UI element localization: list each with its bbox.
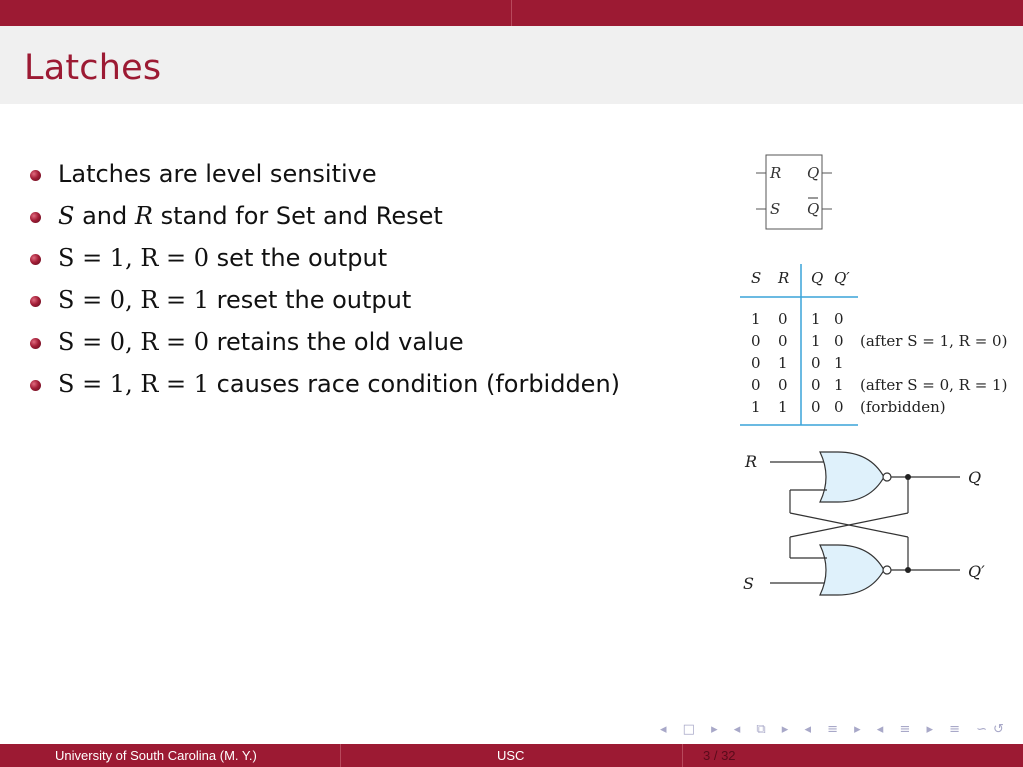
symbol-r-label: R [770,164,782,182]
bullet-icon [30,254,41,265]
footer-divider [340,744,341,767]
table-cell: 0 [778,332,788,350]
table-cell: 1 [811,310,821,328]
bullet-icon [30,338,41,349]
table-cell: 0 [834,332,844,350]
bullet-icon [30,296,41,307]
table-note: (after S = 1, R = 0) [860,332,1008,350]
circuit-s-label: S [743,574,754,593]
junction-dot [905,474,911,480]
table-cell: 0 [751,376,761,394]
slide-title: Latches [24,48,162,88]
truth-table [740,262,1023,432]
footer-institution: USC [497,748,525,763]
navigation-controls[interactable]: ◂ □ ▸ ◂ ⧉ ▸ ◂ ≡ ▸ ◂ ≡ ▸ ≡ ∽↺ [660,722,1010,737]
table-cell: 1 [778,398,788,416]
table-cell: 1 [751,310,761,328]
nor-latch-circuit [738,440,1023,610]
table-cell: 0 [811,376,821,394]
bullet-item: S = 0, R = 1 reset the output [30,282,620,324]
top-header-bar [0,0,1023,26]
bullet-icon [30,380,41,391]
table-cell: 0 [751,332,761,350]
circuit-r-label: R [745,452,758,471]
symbol-qbar-label: Q [807,200,820,218]
table-cell: 0 [811,398,821,416]
table-cell: 0 [834,310,844,328]
symbol-q-label: Q [807,164,820,182]
table-cell: 1 [834,376,844,394]
junction-dot [905,567,911,573]
page-number: 3 / 32 [703,748,736,763]
bullet-item: Latches are level sensitive [30,156,620,198]
sr-latch-symbol [750,150,840,234]
table-note: (forbidden) [860,398,946,416]
bullet-item: S = 0, R = 0 retains the old value [30,324,620,366]
table-header: Q′ [834,269,850,287]
table-cell: 1 [811,332,821,350]
bullet-item: S = 1, R = 0 set the output [30,240,620,282]
table-cell: 0 [778,376,788,394]
bullet-icon [30,212,41,223]
footer-divider [682,744,683,767]
table-cell: 1 [751,398,761,416]
table-cell: 1 [778,354,788,372]
circuit-q-label: Q [968,468,982,487]
table-header: Q [811,269,824,287]
bullet-list [30,156,620,408]
circuit-qprime-label: Q′ [968,562,985,581]
table-note: (after S = 0, R = 1) [860,376,1008,394]
table-cell: 0 [778,310,788,328]
footer-bar [0,744,1023,767]
header-divider [511,0,512,26]
table-cell: 0 [751,354,761,372]
table-header: R [778,269,790,287]
bullet-item: S = 1, R = 1 causes race condition (forbidden) [30,366,620,408]
symbol-s-label: S [770,200,781,218]
bullet-icon [30,170,41,181]
bullet-item: S and R stand for Set and Reset [30,198,620,240]
footer-author: University of South Carolina (M. Y.) [55,748,257,763]
table-cell: 0 [811,354,821,372]
table-cell: 0 [834,398,844,416]
table-cell: 1 [834,354,844,372]
table-header: S [751,269,762,287]
